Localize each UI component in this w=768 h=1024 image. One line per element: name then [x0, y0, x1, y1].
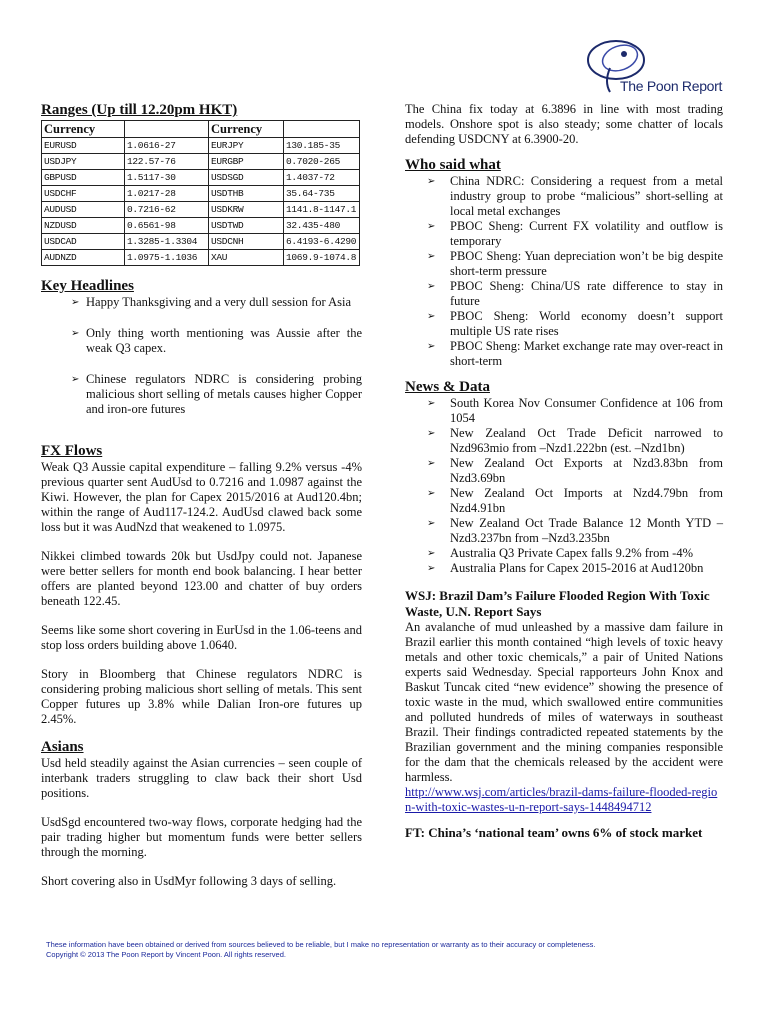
table-header: [284, 121, 360, 138]
list-item-text: Happy Thanksgiving and a very dull session for Asia: [86, 295, 352, 309]
table-cell: AUDUSD: [42, 202, 125, 218]
table-header: Currency: [42, 121, 125, 138]
list-item-text: New Zealand Oct Trade Deficit narrowed to Nzd963mio from –Nzd1.222bn (est. –Nzd1bn): [450, 426, 723, 455]
fx-flows-body: [41, 460, 362, 727]
table-cell: EURUSD: [42, 138, 125, 154]
arrow-bullet-icon: ➢: [427, 221, 436, 232]
key-headlines-list: [41, 295, 362, 417]
table-cell: AUDNZD: [42, 250, 125, 266]
table-cell: 122.57-76: [125, 154, 209, 170]
table-row: [42, 186, 360, 202]
table-cell: USDCHF: [42, 186, 125, 202]
list-item-text: South Korea Nov Consumer Confidence at 106 from 1054: [450, 396, 723, 425]
list-item: [405, 396, 723, 426]
arrow-bullet-icon: ➢: [427, 488, 436, 499]
news-title: News & Data: [405, 379, 490, 395]
disclaimer: [46, 940, 736, 960]
table-row: [42, 138, 360, 154]
fx-flows-title: FX Flows: [41, 443, 103, 459]
list-item-text: New Zealand Oct Imports at Nzd4.79bn from Nzd4.91bn: [450, 486, 723, 515]
table-row: [42, 202, 360, 218]
list-item: [405, 456, 723, 486]
list-item: [405, 249, 723, 279]
table-header: Currency: [209, 121, 284, 138]
table-row: [42, 154, 360, 170]
list-item: [405, 279, 723, 309]
ranges-title: Ranges (Up till 12.20pm HKT): [41, 102, 238, 118]
table-cell: 1069.9-1074.8: [284, 250, 360, 266]
arrow-bullet-icon: ➢: [427, 176, 436, 187]
key-headlines-title: Key Headlines: [41, 278, 134, 294]
china-fix-text: The China fix today at 6.3896 in line with most trading models. Onshore spot is also steady; some chatter of locals defending USDCNY at 6.3900-20.: [405, 102, 723, 146]
table-cell: NZDUSD: [42, 218, 125, 234]
list-item: [405, 546, 723, 561]
table-row: [42, 170, 360, 186]
wsj-headline: WSJ: Brazil Dam’s Failure Flooded Region With Toxic Waste, U.N. Report Says: [405, 588, 710, 619]
table-cell: USDTWD: [209, 218, 284, 234]
table-cell: EURGBP: [209, 154, 284, 170]
right-column: [405, 102, 723, 841]
wsj-article-link[interactable]: http://www.wsj.com/articles/brazil-dams-failure-flooded-region-with-toxic-wastes-u-n-report-says-1448494712: [405, 785, 718, 814]
list-item-text: PBOC Sheng: Market exchange rate may over-react in short-term: [450, 339, 723, 368]
table-cell: USDKRW: [209, 202, 284, 218]
table-cell: 6.4193-6.4290: [284, 234, 360, 250]
arrow-bullet-icon: ➢: [427, 458, 436, 469]
list-item: [41, 372, 362, 417]
list-item-text: PBOC Sheng: Yuan depreciation won’t be big despite short-term pressure: [450, 249, 723, 278]
arrow-bullet-icon: ➢: [71, 297, 80, 308]
left-column: [41, 102, 362, 903]
list-item: [405, 561, 723, 576]
disclaimer-text: These information have been obtained or derived from sources believed to be reliable, but I make no representation or warranty as to their accuracy or completeness.: [46, 940, 596, 949]
list-item-text: New Zealand Oct Trade Balance 12 Month YTD –Nzd3.237bn from –Nzd3.235bn: [450, 516, 723, 545]
list-item-text: Only thing worth mentioning was Aussie after the weak Q3 capex.: [86, 326, 362, 355]
paragraph: Nikkei climbed towards 20k but UsdJpy could not. Japanese were better sellers for month end book balancing. I hear better offers are planted beyond 123.00 and chatter of buy orders beneath 122.45.: [41, 549, 362, 608]
who-said-title: Who said what: [405, 157, 501, 173]
list-item: [405, 309, 723, 339]
table-cell: 1.4037-72: [284, 170, 360, 186]
table-cell: 0.7216-62: [125, 202, 209, 218]
arrow-bullet-icon: ➢: [427, 341, 436, 352]
table-cell: USDCAD: [42, 234, 125, 250]
paragraph: Story in Bloomberg that Chinese regulators NDRC is considering probing malicious short selling of metals. This sent Copper futures up 3.8% while Dalian Iron-ore futures up 2.45%.: [41, 667, 362, 726]
arrow-bullet-icon: ➢: [427, 428, 436, 439]
list-item: [405, 486, 723, 516]
ranges-table: [41, 120, 360, 266]
arrow-bullet-icon: ➢: [427, 311, 436, 322]
list-item-text: Australia Plans for Capex 2015-2016 at Aud120bn: [450, 561, 704, 575]
list-item: [41, 295, 362, 310]
ft-headline: FT: China’s ‘national team’ owns 6% of stock market: [405, 825, 703, 840]
list-item: [405, 339, 723, 369]
list-item: [405, 516, 723, 546]
news-list: [405, 396, 723, 576]
table-cell: 32.435-480: [284, 218, 360, 234]
table-cell: 1.5117-30: [125, 170, 209, 186]
table-header-row: [42, 121, 360, 138]
wsj-body: An avalanche of mud unleashed by a massive dam failure in Brazil earlier this month contained “high levels of toxic heavy metals and other toxic chemicals,” a pair of United Nations experts said Wednesday. Special rapporteurs John Knox and Baskut Tuncak cited “new evidence” showing the presence of toxic waste in the mud, which swallowed entire communities and polluted hundreds of miles of waterways in southeast Brazil. Their findings contradicted repeated statements by the Brazilian government and the mining companies responsible for the dam that the chemicals released by the accident were harmless.: [405, 620, 723, 784]
ranges-table-body: [42, 138, 360, 266]
list-item: [405, 426, 723, 456]
table-cell: 0.6561-98: [125, 218, 209, 234]
table-cell: 1.0975-1.1036: [125, 250, 209, 266]
table-cell: 1141.8-1147.1: [284, 202, 360, 218]
list-item: [405, 174, 723, 219]
logo-text: The Poon Report: [620, 78, 723, 94]
arrow-bullet-icon: ➢: [71, 374, 80, 385]
copyright-text: Copyright © 2013 The Poon Report by Vincent Poon. All rights reserved.: [46, 950, 286, 959]
asians-title: Asians: [41, 739, 84, 755]
paragraph: UsdSgd encountered two-way flows, corporate hedging had the pair trading higher but momentum funds were better sellers through the morning.: [41, 815, 362, 859]
arrow-bullet-icon: ➢: [427, 398, 436, 409]
paragraph: Weak Q3 Aussie capital expenditure – falling 9.2% versus -4% previous quarter sent AudUsd to 0.7216 and 1.0987 against the Kiwi. However, the plan for Capex 2015/2016 at Aud120.4bn; within the range of Aud117-124.2. AudUsd clawed back some loss but it was AudNzd that weakened to 1.0975.: [41, 460, 362, 534]
arrow-bullet-icon: ➢: [427, 281, 436, 292]
table-cell: EURJPY: [209, 138, 284, 154]
table-cell: USDJPY: [42, 154, 125, 170]
table-cell: USDTHB: [209, 186, 284, 202]
list-item: [405, 219, 723, 249]
table-cell: 0.7020-265: [284, 154, 360, 170]
arrow-bullet-icon: ➢: [427, 563, 436, 574]
table-row: [42, 250, 360, 266]
list-item-text: Chinese regulators NDRC is considering probing malicious short selling of metals causes higher Copper and iron-ore futures: [86, 372, 362, 416]
table-cell: 130.185-35: [284, 138, 360, 154]
arrow-bullet-icon: ➢: [71, 328, 80, 339]
who-said-list: [405, 174, 723, 369]
table-cell: 35.64-735: [284, 186, 360, 202]
list-item-text: PBOC Sheng: World economy doesn’t support multiple US rate rises: [450, 309, 723, 338]
table-row: [42, 218, 360, 234]
arrow-bullet-icon: ➢: [427, 251, 436, 262]
paragraph: Usd held steadily against the Asian currencies – seen couple of interbank traders struggling to claw back their short Usd positions.: [41, 756, 362, 800]
table-cell: USDCNH: [209, 234, 284, 250]
arrow-bullet-icon: ➢: [427, 548, 436, 559]
list-item-text: New Zealand Oct Exports at Nzd3.83bn from Nzd3.69bn: [450, 456, 723, 485]
poon-report-logo: [580, 36, 730, 108]
table-cell: 1.3285-1.3304: [125, 234, 209, 250]
table-header: [125, 121, 209, 138]
paragraph: Seems like some short covering in EurUsd in the 1.06-teens and stop loss orders building above 1.0640.: [41, 623, 362, 652]
table-row: [42, 234, 360, 250]
asians-body: [41, 756, 362, 889]
table-cell: USDSGD: [209, 170, 284, 186]
arrow-bullet-icon: ➢: [427, 518, 436, 529]
list-item-text: PBOC Sheng: China/US rate difference to stay in future: [450, 279, 723, 308]
table-cell: GBPUSD: [42, 170, 125, 186]
paragraph: Short covering also in UsdMyr following 3 days of selling.: [41, 874, 337, 888]
table-cell: XAU: [209, 250, 284, 266]
table-cell: 1.0616-27: [125, 138, 209, 154]
list-item-text: PBOC Sheng: Current FX volatility and outflow is temporary: [450, 219, 723, 248]
table-cell: 1.0217-28: [125, 186, 209, 202]
list-item-text: China NDRC: Considering a request from a metal industry group to probe “malicious” short-selling at local metal exchanges: [450, 174, 723, 218]
list-item: [41, 326, 362, 356]
list-item-text: Australia Q3 Private Capex falls 9.2% from -4%: [450, 546, 693, 560]
